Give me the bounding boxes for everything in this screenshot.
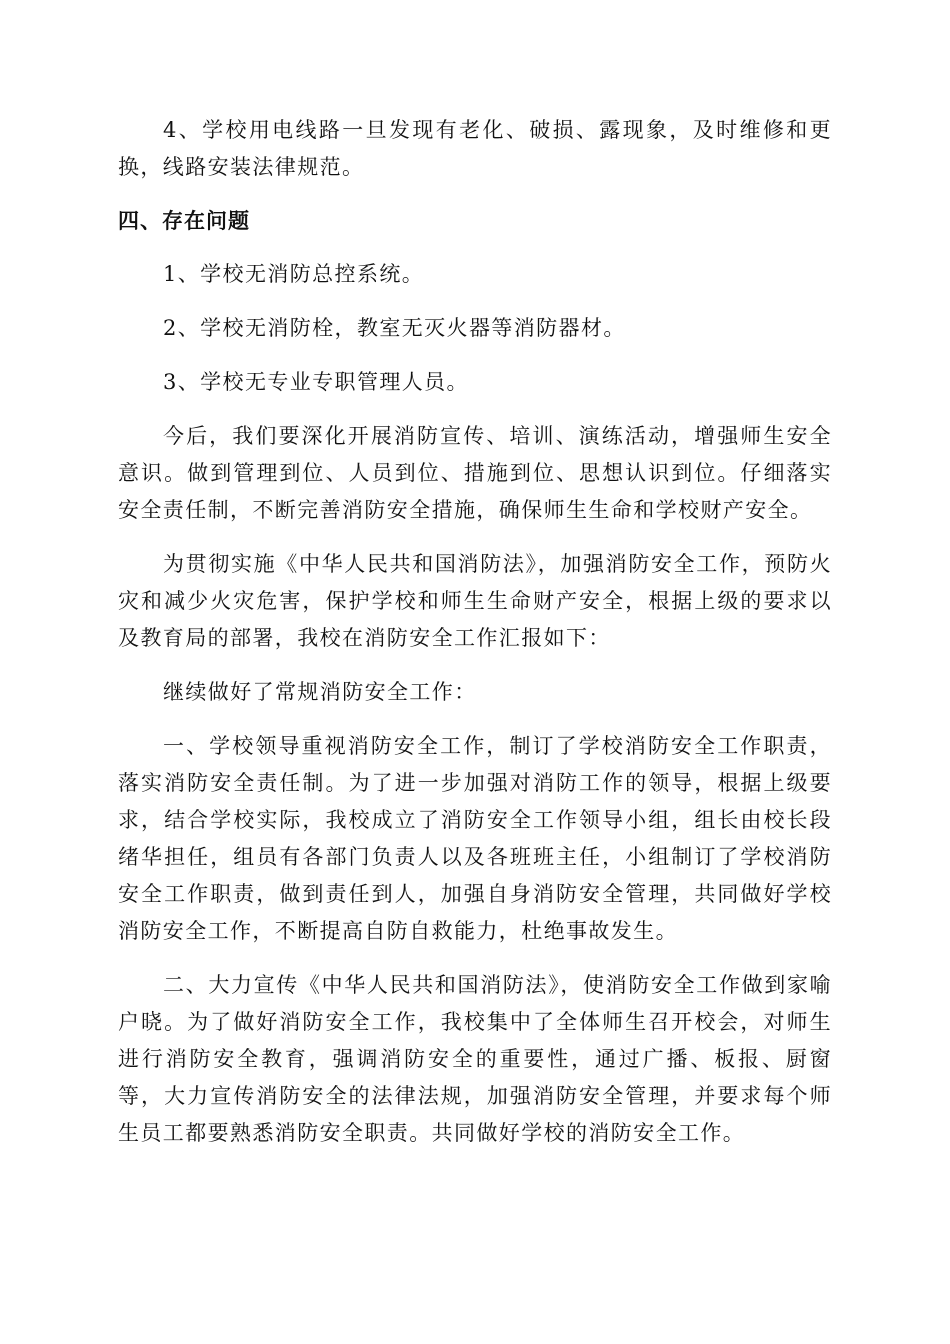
leadership-paragraph: 一、学校领导重视消防安全工作，制订了学校消防安全工作职责，落实消防安全责任制。为了进一步加强对消防工作的领导，根据上级要求，结合学校实际，我校成立了消防安全工作领导小组，组长由校长段绪华担任，组员有各部门负责人以及各班班主任，小组制订了学校消防安全工作职责，做到责任到人，加强自身消防安全管理，共同做好学校消防安全工作，不断提高自防自救能力，杜绝事故发生。 xyxy=(118,734,832,943)
section-heading-existing-problems: 四、存在问题 xyxy=(118,209,250,233)
report-intro-paragraph: 为贯彻实施《中华人民共和国消防法》，加强消防安全工作，预防火灾和减少火灾危害，保护学校和师生生命财产安全，根据上级的要求以及教育局的部署，我校在消防安全工作汇报如下： xyxy=(118,552,832,650)
document-body xyxy=(118,112,832,1152)
problem-item-2: 2、学校无消防栓，教室无灭火器等消防器材。 xyxy=(163,316,626,340)
problem-item-1: 1、学校无消防总控系统。 xyxy=(163,262,425,286)
item-4-electric-wiring: 4、学校用电线路一旦发现有老化、破损、露现象，及时维修和更换，线路安装法律规范。 xyxy=(118,118,832,179)
problem-item-3: 3、学校无专业专职管理人员。 xyxy=(163,370,469,394)
future-plan-paragraph: 今后，我们要深化开展消防宣传、培训、演练活动，增强师生安全意识。做到管理到位、人员到位、措施到位、思想认识到位。仔细落实安全责任制，不断完善消防安全措施，确保师生生命和学校财产安全。 xyxy=(118,424,832,522)
routine-work-paragraph: 继续做好了常规消防安全工作： xyxy=(163,680,477,704)
publicity-paragraph: 二、大力宣传《中华人民共和国消防法》，使消防安全工作做到家喻户晓。为了做好消防安全工作，我校集中了全体师生召开校会，对师生进行消防安全教育，强调消防安全的重要性，通过广播、板报、厨窗等，大力宣传消防安全的法律法规，加强消防安全管理，并要求每个师生员工都要熟悉消防安全职责。共同做好学校的消防安全工作。 xyxy=(118,973,832,1145)
